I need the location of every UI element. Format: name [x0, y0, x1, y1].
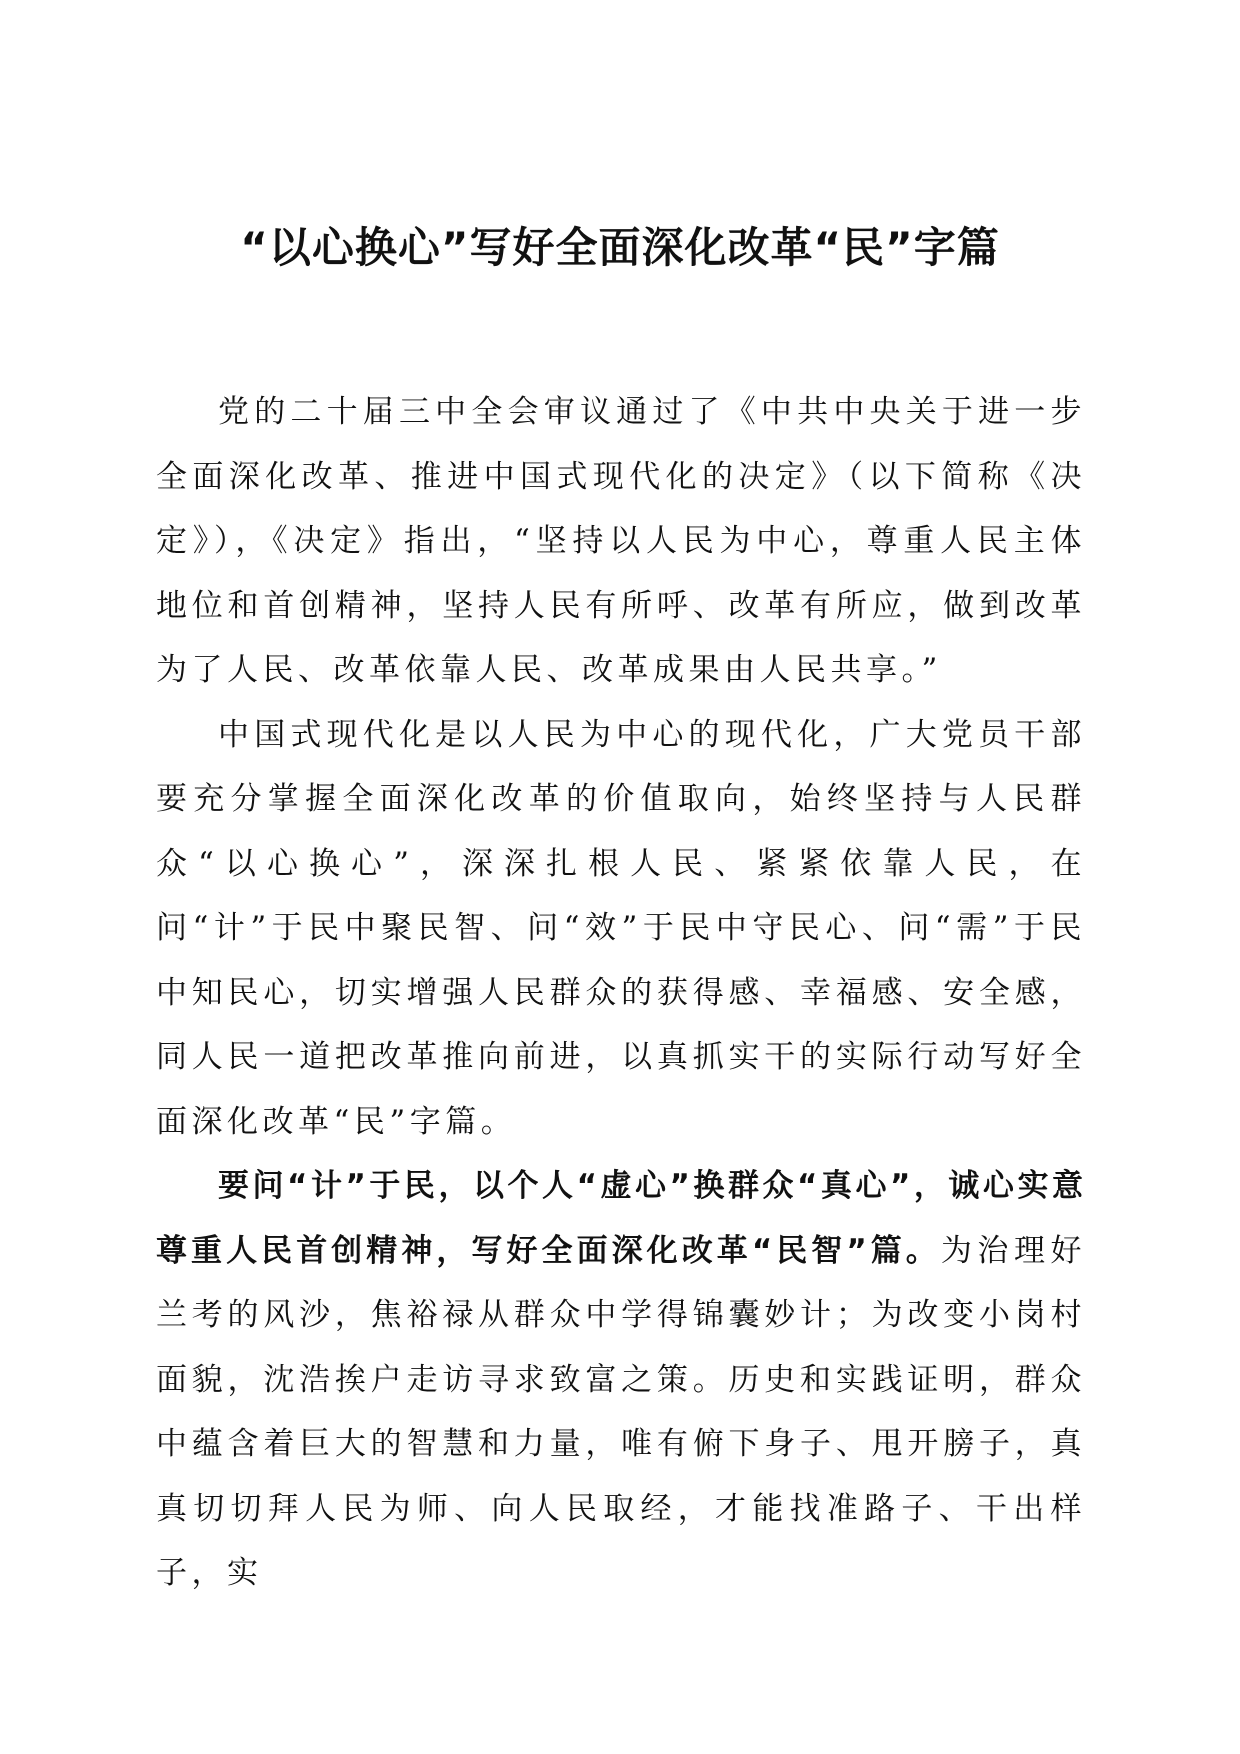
paragraph-3-bold-lead: 要问“计”于民，以个人“虚心”换群众“真心”，诚心实意尊重人民首创精神，写好全面深化改革“民智”篇。	[156, 1168, 1086, 1269]
paragraph-3	[156, 1154, 1086, 1606]
document-title: “以心换心”写好全面深化改革“民”字篇	[240, 223, 1000, 272]
paragraph-1	[156, 380, 1086, 703]
paragraph-1-text: 党的二十届三中全会审议通过了《中共中央关于进一步全面深化改革、推进中国式现代化的决定》（以下简称《决定》），《决定》指出，“坚持以人民为中心，尊重人民主体地位和首创精神，坚持人民有所呼、改革有所应，做到改革为了人民、改革依靠人民、改革成果由人民共享。”	[156, 394, 1086, 688]
paragraph-2	[156, 703, 1086, 1155]
paragraph-2-text: 中国式现代化是以人民为中心的现代化，广大党员干部要充分掌握全面深化改革的价值取向，始终坚持与人民群众“以心换心”，深深扎根人民、紧紧依靠人民，在问“计”于民中聚民智、问“效”于民中守民心、问“需”于民中知民心，切实增强人民群众的获得感、幸福感、安全感，同人民一道把改革推向前进，以真抓实干的实际行动写好全面深化改革“民”字篇。	[156, 716, 1086, 1140]
document-body	[156, 380, 1086, 1606]
paragraph-3-text: 为治理好兰考的风沙，焦裕禄从群众中学得锦囊妙计；为改变小岗村面貌，沈浩挨户走访寻求致富之策。历史和实践证明，群众中蕴含着巨大的智慧和力量，唯有俯下身子、甩开膀子，真真切切拜人民为师、向人民取经，才能找准路子、干出样子，实	[156, 1232, 1087, 1591]
